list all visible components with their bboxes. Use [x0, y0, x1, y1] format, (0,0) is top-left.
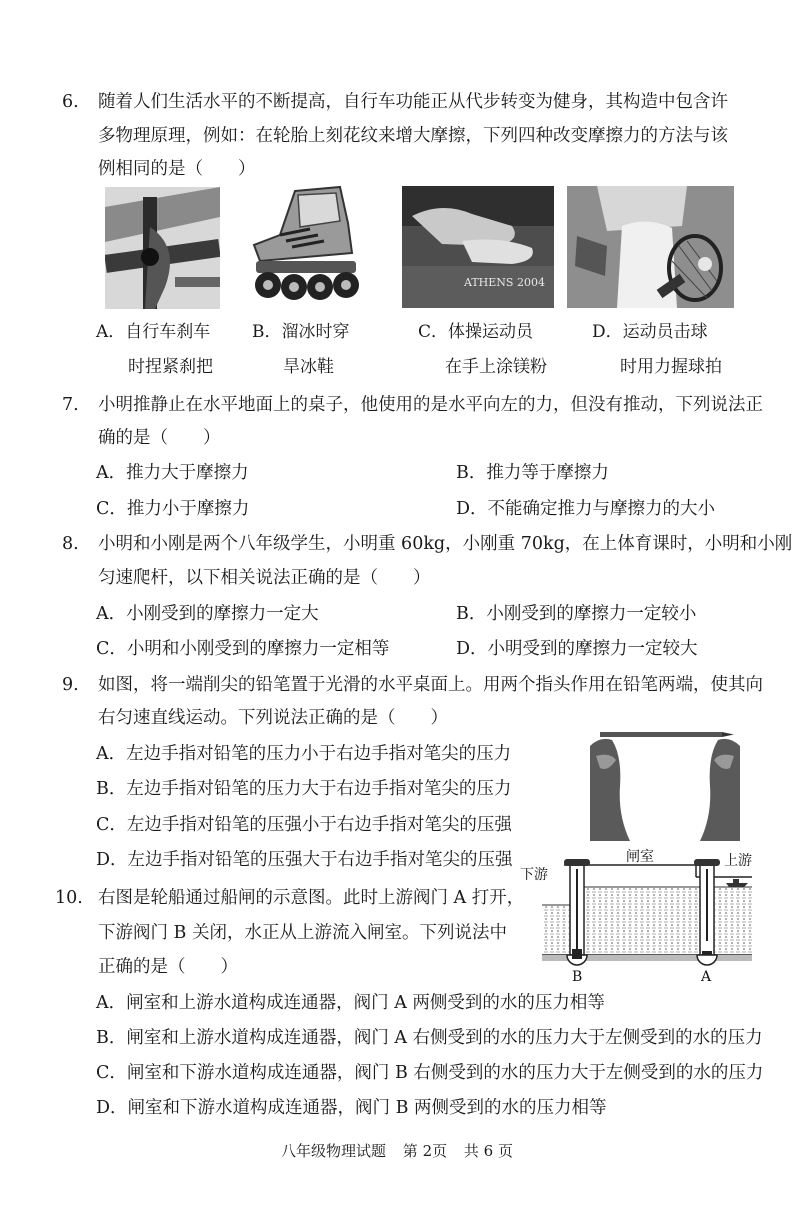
q9-option-a: A．左边手指对铅笔的压力小于右边手指对笔尖的压力 — [96, 744, 512, 764]
question-10-text-line-1: 右图是轮船通过船闸的示意图。此时上游阀门 A 打开， — [98, 888, 525, 908]
valve-b-label: B — [572, 969, 583, 985]
q7-option-c: C．推力小于摩擦力 — [96, 499, 250, 519]
footer-page-number: 第 2页 — [402, 1142, 448, 1160]
question-7-text-line-1: 小明推静止在水平地面上的桌子，他使用的是水平向左的力，但没有推动，下列说法正 — [98, 395, 763, 415]
q8-option-d: D．小明受到的摩擦力一定较大 — [456, 639, 698, 659]
question-9-text-line-2: 右匀速直线运动。下列说法正确的是（ ） — [98, 708, 448, 728]
question-9-number: 9. — [62, 675, 79, 695]
question-8-number: 8. — [62, 534, 79, 554]
footer-total-pages: 共 6 页 — [463, 1142, 513, 1160]
q6-option-a-line-1: A．自行车刹车 — [96, 322, 211, 342]
athens-2004-label: ATHENS 2004 — [464, 276, 545, 289]
question-10-text-line-2: 下游阀门 B 关闭，水正从上游流入闸室。下列说法中 — [98, 923, 507, 943]
ship-lock-diagram — [520, 845, 752, 985]
upstream-label: 上游 — [724, 853, 752, 869]
q6-option-b-line-1: B．溜冰时穿 — [252, 322, 350, 342]
question-8-text-line-1: 小明和小刚是两个八年级学生，小明重 60kg，小刚重 70kg，在上体育课时，小明和小刚 — [98, 534, 793, 554]
question-6-text-line-1: 随着人们生活水平的不断提高，自行车功能正从代步转变为健身，其构造中包含许 — [98, 92, 728, 112]
lock-chamber-label: 闸室 — [626, 849, 654, 865]
q7-option-d: D．不能确定推力与摩擦力的大小 — [456, 499, 716, 519]
question-10-number: 10. — [55, 888, 83, 908]
bicycle-brake-photo — [105, 187, 220, 309]
tennis-player-photo — [567, 186, 734, 308]
page-footer — [0, 1140, 794, 1161]
q6-option-c-line-2: 在手上涂镁粉 — [445, 357, 547, 377]
question-8-text-line-2: 匀速爬杆，以下相关说法正确的是（ ） — [98, 568, 431, 588]
q9-option-d: D．左边手指对铅笔的压强大于右边手指对笔尖的压强 — [96, 850, 513, 870]
q9-option-b: B．左边手指对铅笔的压力大于右边手指对笔尖的压力 — [96, 779, 512, 799]
footer-subject: 八年级物理试题 — [281, 1142, 387, 1160]
q6-option-c-line-1: C．体操运动员 — [418, 322, 534, 342]
gymnast-chalk-photo — [402, 186, 554, 308]
q10-option-c: C．闸室和下游水道构成连通器，阀门 B 右侧受到的水的压力大于左侧受到的水的压力 — [96, 1063, 764, 1083]
q6-option-d-line-1: D．运动员击球 — [592, 322, 708, 342]
question-6-text-line-2: 多物理原理，例如：在轮胎上刻花纹来增大摩擦，下列四种改变摩擦力的方法与该 — [98, 126, 728, 146]
q7-option-a: A．推力大于摩擦力 — [96, 463, 249, 483]
q7-option-b: B．推力等于摩擦力 — [456, 463, 609, 483]
pencil-fingers-photo — [590, 716, 740, 841]
q6-option-d-line-2: 时用力握球拍 — [620, 357, 722, 377]
q10-option-b: B．闸室和上游水道构成连通器，阀门 A 右侧受到的水的压力大于左侧受到的水的压力 — [96, 1028, 763, 1048]
question-9-text-line-1: 如图，将一端削尖的铅笔置于光滑的水平桌面上。用两个指头作用在铅笔两端，使其向 — [98, 675, 763, 695]
q8-option-c: C．小明和小刚受到的摩擦力一定相等 — [96, 639, 390, 659]
roller-skate-photo — [240, 183, 375, 305]
q6-option-a-line-2: 时捏紧刹把 — [128, 357, 213, 377]
valve-a-label: A — [701, 969, 712, 985]
question-10-text-line-3: 正确的是（ ） — [98, 957, 238, 977]
q10-option-a: A．闸室和上游水道构成连通器，阀门 A 两侧受到的水的压力相等 — [96, 993, 605, 1013]
downstream-label: 下游 — [520, 867, 548, 883]
q10-option-d: D．闸室和下游水道构成连通器，阀门 B 两侧受到的水的压力相等 — [96, 1098, 607, 1118]
question-6-number: 6. — [62, 92, 79, 112]
q6-option-b-line-2: 旱冰鞋 — [283, 357, 334, 377]
question-7-text-line-2: 确的是（ ） — [98, 428, 221, 448]
question-7-number: 7. — [62, 395, 79, 415]
question-6-text-line-3: 例相同的是（ ） — [98, 159, 256, 179]
q8-option-b: B．小刚受到的摩擦力一定较小 — [456, 604, 697, 624]
q9-option-c: C．左边手指对铅笔的压强小于右边手指对笔尖的压强 — [96, 815, 512, 835]
q8-option-a: A．小刚受到的摩擦力一定大 — [96, 604, 319, 624]
